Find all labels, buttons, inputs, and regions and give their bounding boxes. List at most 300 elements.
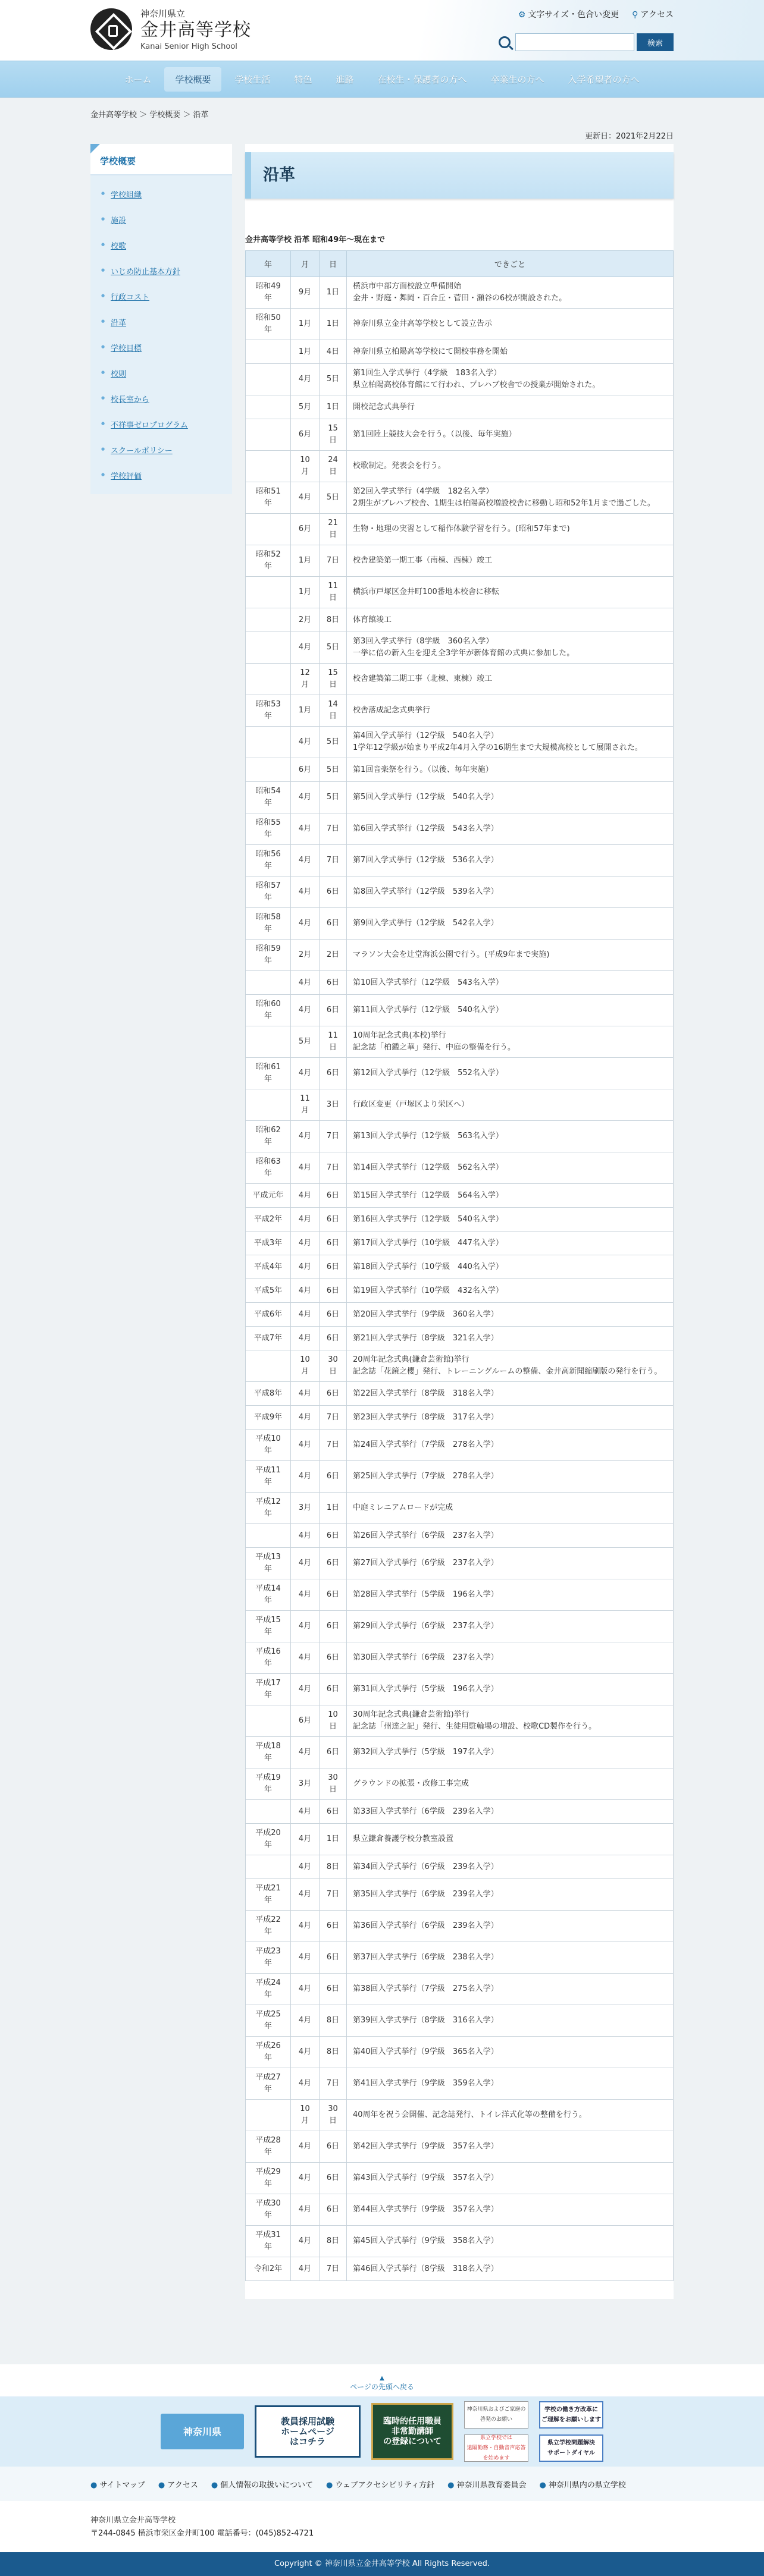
cell-event: 第24回入学式挙行（7学級 278名入学） xyxy=(347,1430,674,1461)
teacher-exam-banner[interactable]: 教員採用試験 ホームページ はコチラ xyxy=(255,2405,361,2458)
cell-event: 神奈川県立金井高等学校として設立告示 xyxy=(347,309,674,340)
cell-year: 平成30年 xyxy=(246,2194,291,2226)
cell-event: マラソン大会を辻堂海浜公園で行う。(平成9年まで実施) xyxy=(347,940,674,971)
cell-day: 6日 xyxy=(320,1327,347,1350)
table-row xyxy=(246,1911,674,1942)
table-row xyxy=(246,695,674,727)
cell-year: 平成31年 xyxy=(246,2226,291,2257)
support-dial-banner[interactable]: 県立学校問題解決 サポートダイヤル xyxy=(539,2434,603,2462)
table-row xyxy=(246,309,674,340)
cell-event: 第41回入学式挙行（9学級 359名入学） xyxy=(347,2068,674,2100)
cell-event: 第8回入学式挙行（12学級 539名入学） xyxy=(347,877,674,908)
table-row xyxy=(246,782,674,813)
cell-event: 第21回入学式挙行（8学級 321名入学） xyxy=(347,1327,674,1350)
table-row xyxy=(246,451,674,482)
kanagawa-banner[interactable]: 神奈川県 xyxy=(161,2414,244,2449)
table-row xyxy=(246,877,674,908)
cell-month: 4月 xyxy=(291,1642,320,1674)
cell-year: 昭和60年 xyxy=(246,995,291,1026)
cell-event: 第36回入学式挙行（6学級 239名入学） xyxy=(347,1911,674,1942)
content-area xyxy=(0,98,764,2364)
cell-month: 3月 xyxy=(291,1768,320,1800)
cell-event: 第42回入学式挙行（9学級 357名入学） xyxy=(347,2131,674,2163)
cell-month: 6月 xyxy=(291,758,320,782)
cell-event: 第7回入学式挙行（12学級 536名入学） xyxy=(347,845,674,877)
cell-month: 4月 xyxy=(291,1611,320,1642)
cell-year: 平成20年 xyxy=(246,1824,291,1855)
cell-event: 20周年記念式典(鎌倉芸術館)挙行 記念誌「花鏡之櫻」発行、トレーニングルームの整備、金井高新聞縮刷版の発行を行う。 xyxy=(347,1350,674,1382)
cell-day: 6日 xyxy=(320,877,347,908)
table-row xyxy=(246,1768,674,1800)
cell-event: 第19回入学式挙行（10学級 432名入学） xyxy=(347,1279,674,1303)
cell-year xyxy=(246,1705,291,1737)
sidebar-item[interactable]: ● いじめ防止基本方針 xyxy=(90,258,232,284)
school-address xyxy=(0,2501,764,2552)
cell-month: 4月 xyxy=(291,1461,320,1493)
cell-month: 4月 xyxy=(291,1737,320,1768)
cell-year xyxy=(246,1800,291,1824)
nav-students-parents[interactable]: 在校生・保護者の方へ xyxy=(377,74,467,85)
cell-year: 平成18年 xyxy=(246,1737,291,1768)
cell-event: 体育館竣工 xyxy=(347,608,674,632)
school-name: 金井高等学校 xyxy=(140,20,251,40)
cell-day: 6日 xyxy=(320,1461,347,1493)
footer-link[interactable]: ● サイトマップ xyxy=(90,2480,145,2490)
cell-event: 中庭ミレニアムロードが完成 xyxy=(347,1493,674,1524)
cell-month: 4月 xyxy=(291,1058,320,1089)
cell-month: 4月 xyxy=(291,1911,320,1942)
search-button[interactable]: 検索 xyxy=(637,33,674,51)
cell-day: 6日 xyxy=(320,1737,347,1768)
cell-day: 6日 xyxy=(320,1279,347,1303)
cell-month: 4月 xyxy=(291,1121,320,1152)
cell-year: 平成19年 xyxy=(246,1768,291,1800)
cell-day: 6日 xyxy=(320,1674,347,1705)
cell-event: 第23回入学式挙行（8学級 317名入学） xyxy=(347,1406,674,1430)
cell-month: 10月 xyxy=(291,451,320,482)
cell-event: 第45回入学式挙行（9学級 358名入学） xyxy=(347,2226,674,2257)
cell-event: 第46回入学式挙行（8学級 318名入学） xyxy=(347,2257,674,2281)
cell-event: 横浜市中部方面校設立準備開始 金井・野庭・舞岡・百合丘・菅田・瀬谷の6校が開設された。 xyxy=(347,277,674,309)
cell-event: 第14回入学式挙行（12学級 562名入学） xyxy=(347,1152,674,1184)
cell-day: 1日 xyxy=(320,395,347,419)
cell-year: 平成29年 xyxy=(246,2163,291,2194)
cell-month: 11月 xyxy=(291,1089,320,1121)
cell-month: 4月 xyxy=(291,1152,320,1184)
cell-year: 昭和57年 xyxy=(246,877,291,908)
table-row xyxy=(246,940,674,971)
global-nav xyxy=(0,61,764,98)
cell-event: 第16回入学式挙行（12学級 540名入学） xyxy=(347,1208,674,1232)
cell-year: 昭和50年 xyxy=(246,309,291,340)
sidebar-item[interactable]: ● スクールポリシー xyxy=(90,437,232,463)
cell-year: 昭和56年 xyxy=(246,845,291,877)
copyright: Copyright © 神奈川県立金井高等学校 All Rights Reserved. xyxy=(0,2552,764,2576)
cell-day: 14日 xyxy=(320,695,347,727)
cell-day: 11日 xyxy=(320,577,347,608)
cell-month: 4月 xyxy=(291,1430,320,1461)
cell-event: 第9回入学式挙行（12学級 542名入学） xyxy=(347,908,674,940)
cell-day: 30日 xyxy=(320,1768,347,1800)
table-row xyxy=(246,1611,674,1642)
main-content xyxy=(245,144,674,2299)
table-row xyxy=(246,1232,674,1255)
cell-month: 4月 xyxy=(291,813,320,845)
cell-year: 平成10年 xyxy=(246,1430,291,1461)
cell-year xyxy=(246,1026,291,1058)
cell-event: 第6回入学式挙行（12学級 543名入学） xyxy=(347,813,674,845)
sidebar-item[interactable]: ● 学校組織 xyxy=(90,181,232,207)
cell-year: 昭和55年 xyxy=(246,813,291,845)
cell-day: 30日 xyxy=(320,2100,347,2131)
table-row xyxy=(246,277,674,309)
sidebar-item[interactable]: ● 学校目標 xyxy=(90,335,232,360)
cell-month: 4月 xyxy=(291,1579,320,1611)
cell-month: 4月 xyxy=(291,2226,320,2257)
cell-year: 平成17年 xyxy=(246,1674,291,1705)
cell-month: 4月 xyxy=(291,364,320,395)
cell-event: 第1回音楽祭を行う。（以後、毎年実施） xyxy=(347,758,674,782)
cell-year xyxy=(246,514,291,545)
breadcrumb[interactable]: 金井高等学校 ＞ 学校概要 ＞ 沿革 xyxy=(90,111,209,120)
table-row xyxy=(246,1942,674,1974)
cell-day: 7日 xyxy=(320,1430,347,1461)
cell-month: 4月 xyxy=(291,482,320,514)
cell-day: 8日 xyxy=(320,608,347,632)
cell-day: 8日 xyxy=(320,1855,347,1879)
table-row xyxy=(246,664,674,695)
address-detail: 〒244-0845 横浜市栄区金井町100 電話番号：(045)852-4721 xyxy=(90,2529,314,2538)
table-row xyxy=(246,813,674,845)
cell-year: 昭和53年 xyxy=(246,695,291,727)
cell-day: 1日 xyxy=(320,1493,347,1524)
updated-date: 更新日：2021年2月22日 xyxy=(585,132,674,141)
cell-day: 6日 xyxy=(320,1255,347,1279)
col-month: 月 xyxy=(291,251,320,277)
cell-day: 21日 xyxy=(320,514,347,545)
cell-day: 30日 xyxy=(320,1350,347,1382)
cell-day: 8日 xyxy=(320,2037,347,2068)
nav-school-life[interactable]: 学校生活 xyxy=(234,74,271,85)
cell-event: 40周年を祝う会開催、記念誌発行、トイレ洋式化等の整備を行う。 xyxy=(347,2100,674,2131)
cell-day: 6日 xyxy=(320,1208,347,1232)
cell-month: 12月 xyxy=(291,664,320,695)
table-row xyxy=(246,1382,674,1406)
cell-event: 第29回入学式挙行（6学級 237名入学） xyxy=(347,1611,674,1642)
cell-event: 生物・地理の実習として稲作体験学習を行う。(昭和57年まで) xyxy=(347,514,674,545)
cell-day: 11日 xyxy=(320,1026,347,1058)
cell-month: 1月 xyxy=(291,545,320,577)
cell-month: 6月 xyxy=(291,514,320,545)
cell-event: 第22回入学式挙行（8学級 318名入学） xyxy=(347,1382,674,1406)
cell-day: 6日 xyxy=(320,1058,347,1089)
table-row xyxy=(246,995,674,1026)
access-link[interactable]: ⚲ アクセス xyxy=(632,10,674,20)
cell-event: 第32回入学式挙行（5学級 197名入学） xyxy=(347,1737,674,1768)
cell-month: 4月 xyxy=(291,1255,320,1279)
cell-event: 第5回入学式挙行（12学級 540名入学） xyxy=(347,782,674,813)
cell-month: 4月 xyxy=(291,782,320,813)
nav-home[interactable]: ホーム xyxy=(124,74,152,85)
cell-day: 5日 xyxy=(320,782,347,813)
remote-work-banner[interactable]: 県立学校では 遠隔勤務・自動音声応答 を始めます xyxy=(464,2434,528,2462)
cell-year: 平成14年 xyxy=(246,1579,291,1611)
nav-overview[interactable]: 学校概要 xyxy=(164,67,221,92)
table-row xyxy=(246,1026,674,1058)
cell-month: 6月 xyxy=(291,419,320,451)
cell-month: 1月 xyxy=(291,340,320,364)
table-row xyxy=(246,1303,674,1327)
footer-link[interactable]: ● 個人情報の取扱いについて xyxy=(211,2480,313,2490)
search-icon xyxy=(499,36,511,48)
table-row xyxy=(246,1974,674,2005)
cell-day: 5日 xyxy=(320,727,347,758)
sidebar-item[interactable]: ● 校長室から xyxy=(90,386,232,411)
table-row xyxy=(246,2068,674,2100)
table-row xyxy=(246,1737,674,1768)
map-pin-icon: ⚲ xyxy=(632,10,638,20)
cell-year: 平成3年 xyxy=(246,1232,291,1255)
sidebar-item[interactable]: ● 施設 xyxy=(90,207,232,233)
cell-month: 4月 xyxy=(291,1879,320,1911)
cell-month: 4月 xyxy=(291,1524,320,1548)
cell-day: 6日 xyxy=(320,1942,347,1974)
cell-year xyxy=(246,1089,291,1121)
table-row xyxy=(246,845,674,877)
footer-link[interactable]: ● アクセス xyxy=(158,2480,198,2490)
temporary-staff-banner[interactable]: 臨時的任用職員 非常勤講師 の登録について xyxy=(371,2403,453,2460)
table-row xyxy=(246,1152,674,1184)
table-row xyxy=(246,395,674,419)
cell-day: 5日 xyxy=(320,632,347,664)
cell-month: 1月 xyxy=(291,577,320,608)
cell-month: 4月 xyxy=(291,1382,320,1406)
cell-event: 第1回陸上競技大会を行う。（以後、毎年実施） xyxy=(347,419,674,451)
cell-year xyxy=(246,664,291,695)
cell-month: 4月 xyxy=(291,1184,320,1208)
cell-month: 4月 xyxy=(291,1232,320,1255)
cell-month: 4月 xyxy=(291,908,320,940)
cell-day: 6日 xyxy=(320,1974,347,2005)
table-row xyxy=(246,1327,674,1350)
sidebar-item[interactable]: ● 校則 xyxy=(90,360,232,386)
table-row xyxy=(246,1705,674,1737)
sidebar-item[interactable]: ● 校歌 xyxy=(90,233,232,258)
cell-event: 第28回入学式挙行（5学級 196名入学） xyxy=(347,1579,674,1611)
cell-year xyxy=(246,608,291,632)
table-row xyxy=(246,1674,674,1705)
col-year: 年 xyxy=(246,251,291,277)
cell-event: 第27回入学式挙行（6学級 237名入学） xyxy=(347,1548,674,1579)
table-row xyxy=(246,364,674,395)
nav-career[interactable]: 進路 xyxy=(336,74,354,85)
cell-event: 第30回入学式挙行（6学級 237名入学） xyxy=(347,1642,674,1674)
sidebar-item[interactable]: ● 不祥事ゼロプログラム xyxy=(90,411,232,437)
cell-event: 30周年記念式典(鎌倉芸術館)挙行 記念誌「州達之記」発行、生徒用駐輪場の増設、校歌CD製作を行う。 xyxy=(347,1705,674,1737)
cell-year xyxy=(246,364,291,395)
cell-year xyxy=(246,419,291,451)
table-row xyxy=(246,1350,674,1382)
footer-link[interactable]: ● ウェブアクセシビリティ方針 xyxy=(325,2480,435,2490)
cell-event: 校舎建築第一期工事（南棟、西棟）竣工 xyxy=(347,545,674,577)
cell-event: 第2回入学式挙行（4学級 182名入学） 2期生がプレハブ校舎、1期生は柏陽高校増設校舎に移動し昭和52年1月まで過ごした。 xyxy=(347,482,674,514)
cell-year: 昭和58年 xyxy=(246,908,291,940)
cell-month: 2月 xyxy=(291,940,320,971)
table-row xyxy=(246,2163,674,2194)
cell-year xyxy=(246,727,291,758)
cell-event: 第33回入学式挙行（6学級 239名入学） xyxy=(347,1800,674,1824)
nav-applicants[interactable]: 入学希望者の方へ xyxy=(568,74,640,85)
table-row xyxy=(246,482,674,514)
banner-area xyxy=(0,2396,764,2467)
cell-day: 7日 xyxy=(320,1152,347,1184)
table-row xyxy=(246,419,674,451)
table-row xyxy=(246,514,674,545)
bullet-icon: ● xyxy=(447,2480,455,2490)
search-input[interactable] xyxy=(515,33,634,51)
nav-features[interactable]: 特色 xyxy=(294,74,312,85)
cell-day: 3日 xyxy=(320,1089,347,1121)
cell-event: 第13回入学式挙行（12学級 563名入学） xyxy=(347,1121,674,1152)
cell-month: 4月 xyxy=(291,2163,320,2194)
cell-day: 6日 xyxy=(320,995,347,1026)
sidebar-title[interactable]: 学校概要 xyxy=(90,144,232,175)
table-row xyxy=(246,908,674,940)
cell-year: 平成23年 xyxy=(246,1942,291,1974)
cell-month: 4月 xyxy=(291,727,320,758)
cell-event: 校舎建築第二期工事（北棟、東棟）竣工 xyxy=(347,664,674,695)
cell-year: 平成13年 xyxy=(246,1548,291,1579)
cell-year: 平成24年 xyxy=(246,1974,291,2005)
cell-day: 7日 xyxy=(320,813,347,845)
cell-event: 第18回入学式挙行（10学級 440名入学） xyxy=(347,1255,674,1279)
cell-day: 7日 xyxy=(320,2068,347,2100)
footer-link[interactable]: ● 神奈川県教育委員会 xyxy=(447,2480,527,2490)
cell-event: 第20回入学式挙行（9学級 360名入学） xyxy=(347,1303,674,1327)
table-row xyxy=(246,1089,674,1121)
cell-year: 平成5年 xyxy=(246,1279,291,1303)
cell-month: 4月 xyxy=(291,2257,320,2281)
cell-event: 第39回入学式挙行（8学級 316名入学） xyxy=(347,2005,674,2037)
cell-year: 平成2年 xyxy=(246,1208,291,1232)
table-row xyxy=(246,1824,674,1855)
gear-icon: ⚙ xyxy=(518,10,526,20)
cell-year: 昭和59年 xyxy=(246,940,291,971)
cell-month: 4月 xyxy=(291,1548,320,1579)
cell-day: 10日 xyxy=(320,1705,347,1737)
cell-month: 4月 xyxy=(291,1800,320,1824)
bullet-icon: ● xyxy=(158,2480,165,2490)
cell-month: 1月 xyxy=(291,309,320,340)
table-row xyxy=(246,2037,674,2068)
address-name: 神奈川県立金井高等学校 xyxy=(90,2516,176,2525)
cell-event: 第25回入学式挙行（7学級 278名入学） xyxy=(347,1461,674,1493)
cell-day: 15日 xyxy=(320,664,347,695)
cell-year xyxy=(246,1524,291,1548)
school-logo[interactable] xyxy=(90,7,251,51)
cell-day: 6日 xyxy=(320,1911,347,1942)
cell-month: 4月 xyxy=(291,845,320,877)
cell-day: 4日 xyxy=(320,340,347,364)
table-row xyxy=(246,1430,674,1461)
table-row xyxy=(246,1184,674,1208)
cell-month: 4月 xyxy=(291,1303,320,1327)
cell-day: 6日 xyxy=(320,1303,347,1327)
text-size-link[interactable]: ⚙ 文字サイズ・色合い変更 xyxy=(518,10,619,20)
work-reform-banner[interactable]: 学校の働き方改革に ご理解をお願いします xyxy=(539,2401,603,2429)
table-row xyxy=(246,1579,674,1611)
cell-year: 昭和51年 xyxy=(246,482,291,514)
cell-month: 4月 xyxy=(291,2131,320,2163)
cell-month: 4月 xyxy=(291,632,320,664)
cell-year xyxy=(246,971,291,995)
request-banner[interactable]: 神奈川県およびご家庭の 啓発のお願い xyxy=(464,2401,528,2429)
cell-day: 6日 xyxy=(320,1579,347,1611)
cell-year xyxy=(246,632,291,664)
cell-year: 昭和63年 xyxy=(246,1152,291,1184)
cell-day: 7日 xyxy=(320,2257,347,2281)
table-row xyxy=(246,340,674,364)
cell-year: 昭和49年 xyxy=(246,277,291,309)
cell-year: 平成28年 xyxy=(246,2131,291,2163)
cell-event: 第3回入学式挙行（8学級 360名入学） 一挙に倍の新入生を迎え全3学年が新体育館の式典に参加した。 xyxy=(347,632,674,664)
cell-event: グラウンドの拡張・改修工事完成 xyxy=(347,1768,674,1800)
cell-month: 10月 xyxy=(291,1350,320,1382)
table-row xyxy=(246,1800,674,1824)
cell-event: 県立鎌倉養護学校分教室設置 xyxy=(347,1824,674,1855)
cell-event: 校歌制定。発表会を行う。 xyxy=(347,451,674,482)
table-row xyxy=(246,1279,674,1303)
table-row xyxy=(246,577,674,608)
cell-year: 昭和62年 xyxy=(246,1121,291,1152)
cell-year: 昭和61年 xyxy=(246,1058,291,1089)
school-name-en: Kanai Senior High School xyxy=(140,42,237,51)
cell-year: 平成9年 xyxy=(246,1406,291,1430)
cell-day: 7日 xyxy=(320,1121,347,1152)
cell-day: 8日 xyxy=(320,2005,347,2037)
cell-event: 第44回入学式挙行（9学級 357名入学） xyxy=(347,2194,674,2226)
page-top-link[interactable]: ▲ ページの先頭へ戻る xyxy=(0,2364,764,2396)
history-table xyxy=(245,250,674,2281)
cell-day: 7日 xyxy=(320,1879,347,1911)
table-row xyxy=(246,1548,674,1579)
cell-day: 1日 xyxy=(320,1824,347,1855)
cell-day: 6日 xyxy=(320,1611,347,1642)
cell-month: 4月 xyxy=(291,2194,320,2226)
table-row xyxy=(246,2257,674,2281)
sidebar-item[interactable]: ● 学校評価 xyxy=(90,463,232,488)
sidebar-item[interactable]: ● 行政コスト xyxy=(90,284,232,309)
cell-event: 神奈川県立柏陽高等学校にて開校事務を開始 xyxy=(347,340,674,364)
cell-day: 5日 xyxy=(320,482,347,514)
cell-day: 5日 xyxy=(320,364,347,395)
table-row xyxy=(246,1121,674,1152)
cell-day: 15日 xyxy=(320,419,347,451)
cell-event: 10周年記念式典(本校)挙行 記念誌「柏鑑之華」発行、中庭の整備を行う。 xyxy=(347,1026,674,1058)
cell-month: 4月 xyxy=(291,2005,320,2037)
cell-year: 平成4年 xyxy=(246,1255,291,1279)
cell-year xyxy=(246,758,291,782)
cell-event: 第15回入学式挙行（12学級 564名入学） xyxy=(347,1184,674,1208)
nav-alumni[interactable]: 卒業生の方へ xyxy=(490,74,544,85)
bullet-icon: ● xyxy=(211,2480,218,2490)
footer-link[interactable]: ● 神奈川県内の県立学校 xyxy=(539,2480,626,2490)
sidebar-item[interactable]: ● 沿革 xyxy=(90,309,232,335)
cell-event: 開校記念式典挙行 xyxy=(347,395,674,419)
footer-links xyxy=(0,2467,764,2501)
cell-event: 横浜市戸塚区金井町100番地本校舎に移転 xyxy=(347,577,674,608)
arrow-up-icon: ▲ xyxy=(380,2375,384,2382)
